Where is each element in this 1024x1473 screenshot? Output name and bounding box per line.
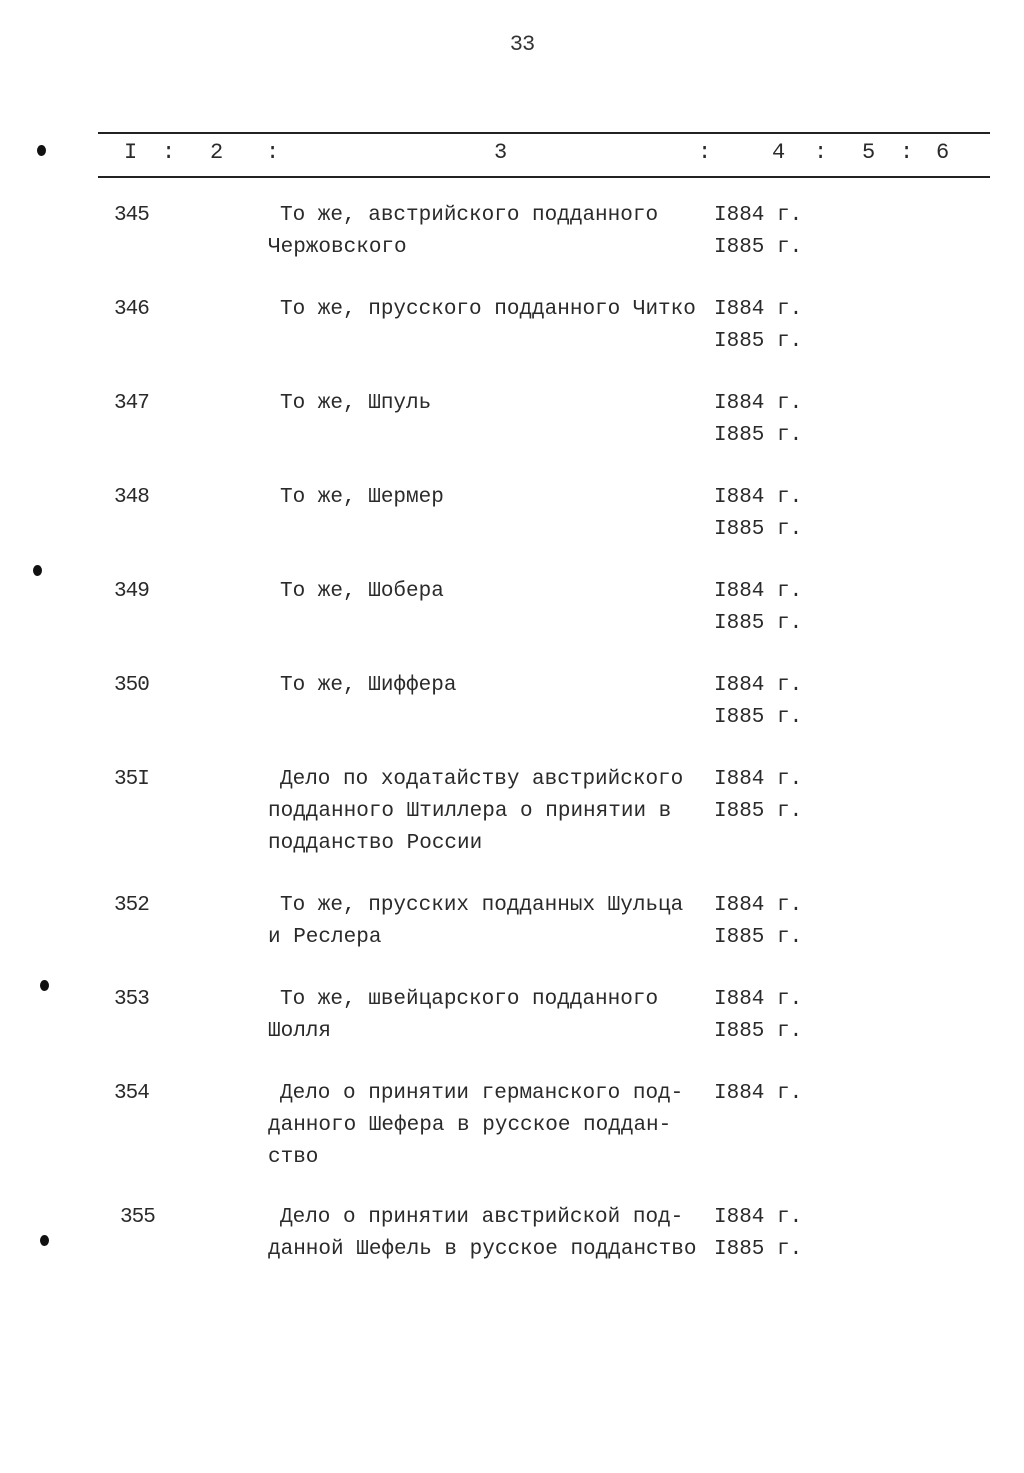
column-header-1: I (124, 140, 138, 165)
binder-hole-mark (40, 1235, 49, 1246)
entry-dates (714, 388, 802, 452)
column-separator: : (698, 140, 712, 165)
entry-title-line: Чержовского (268, 236, 407, 259)
entry-title-line: подданного Штиллера о принятии в (268, 800, 672, 823)
entry-dates (714, 576, 802, 640)
entry-title (268, 890, 708, 954)
entry-title (268, 670, 708, 702)
entry-title-line: подданство России (268, 832, 483, 855)
entry-number: 354 (114, 1082, 149, 1105)
entry-title-line: данного Шефера в русское поддан- (268, 1114, 672, 1137)
entry-number: 347 (114, 392, 149, 415)
entry-title (268, 482, 708, 514)
binder-hole-mark (40, 980, 49, 991)
entry-title-line: То же, Шобера (280, 580, 444, 603)
entry-dates (714, 1078, 802, 1110)
column-header-2: 2 (210, 140, 224, 165)
column-header-5: 5 (862, 140, 876, 165)
entry-title (268, 388, 708, 420)
entry-title-line: То же, швейцарского подданного (280, 988, 659, 1011)
binder-hole-mark (37, 145, 46, 156)
binder-hole-mark (33, 565, 42, 576)
header-top-rule (98, 132, 990, 134)
entry-date: I884 г. (714, 204, 803, 227)
entry-date: I885 г. (714, 518, 803, 541)
entry-title (268, 294, 708, 326)
entry-title-line: и Реслера (268, 926, 382, 949)
column-header-6: 6 (936, 140, 950, 165)
entry-number: 348 (114, 486, 149, 509)
entry-title (268, 576, 708, 608)
entry-date: I885 г. (714, 330, 803, 353)
entry-date: I885 г. (714, 424, 803, 447)
entry-dates (714, 890, 802, 954)
entry-date: I884 г. (714, 580, 803, 603)
entry-title-line: То же, Шиффера (280, 674, 457, 697)
entry-number: 352 (114, 894, 149, 917)
entry-number: 349 (114, 580, 149, 603)
entry-title (268, 1078, 708, 1174)
column-separator: : (162, 140, 176, 165)
entry-title-line: ство (268, 1146, 319, 1169)
column-separator: : (266, 140, 280, 165)
entry-dates (714, 294, 802, 358)
column-header-3: 3 (494, 140, 508, 165)
entry-title-line: Дело по ходатайству австрийского (280, 768, 684, 791)
entry-title (268, 200, 708, 264)
entry-title (268, 1202, 708, 1266)
entry-number: 345 (114, 204, 149, 227)
entry-dates (714, 984, 802, 1048)
entry-date: I884 г. (714, 894, 803, 917)
entry-date: I885 г. (714, 706, 803, 729)
entry-dates (714, 670, 802, 734)
entry-date: I884 г. (714, 674, 803, 697)
entry-date: I884 г. (714, 768, 803, 791)
entry-date: I885 г. (714, 1238, 803, 1261)
entry-number: 355 (120, 1206, 155, 1229)
entry-title-line: То же, прусских подданных Шульца (280, 894, 684, 917)
column-separator: : (814, 140, 828, 165)
entry-number: 350 (114, 674, 149, 697)
entry-date: I884 г. (714, 1206, 803, 1229)
entry-date: I884 г. (714, 392, 803, 415)
entry-date: I885 г. (714, 236, 803, 259)
entry-date: I885 г. (714, 926, 803, 949)
entry-title-line: Шолля (268, 1020, 332, 1043)
entry-dates (714, 200, 802, 264)
entry-title-line: Дело о принятии германского под- (280, 1082, 684, 1105)
entry-date: I884 г. (714, 1082, 803, 1105)
entry-title (268, 764, 708, 860)
entry-title-line: То же, Шпуль (280, 392, 432, 415)
entry-number: 346 (114, 298, 149, 321)
entry-title (268, 984, 708, 1048)
entry-number: 353 (114, 988, 149, 1011)
column-header-row (0, 140, 1024, 170)
entry-date: I884 г. (714, 988, 803, 1011)
entry-title-line: Дело о принятии австрийской под- (280, 1206, 684, 1229)
entry-date: I885 г. (714, 1020, 803, 1043)
entry-date: I885 г. (714, 800, 803, 823)
entry-title-line: данной Шефель в русское подданство (268, 1238, 697, 1261)
entry-title-line: То же, Шермер (280, 486, 444, 509)
entry-date: I884 г. (714, 486, 803, 509)
entry-title-line: То же, австрийского подданного (280, 204, 659, 227)
entry-title-line: То же, прусского подданного Читко (280, 298, 696, 321)
entry-dates (714, 482, 802, 546)
header-bottom-rule (98, 176, 990, 178)
column-header-4: 4 (772, 140, 786, 165)
entry-date: I884 г. (714, 298, 803, 321)
entry-dates (714, 1202, 802, 1266)
entry-number: 35I (114, 768, 149, 791)
entry-date: I885 г. (714, 612, 803, 635)
page-number: 33 (509, 32, 535, 57)
entry-dates (714, 764, 802, 828)
column-separator: : (900, 140, 914, 165)
